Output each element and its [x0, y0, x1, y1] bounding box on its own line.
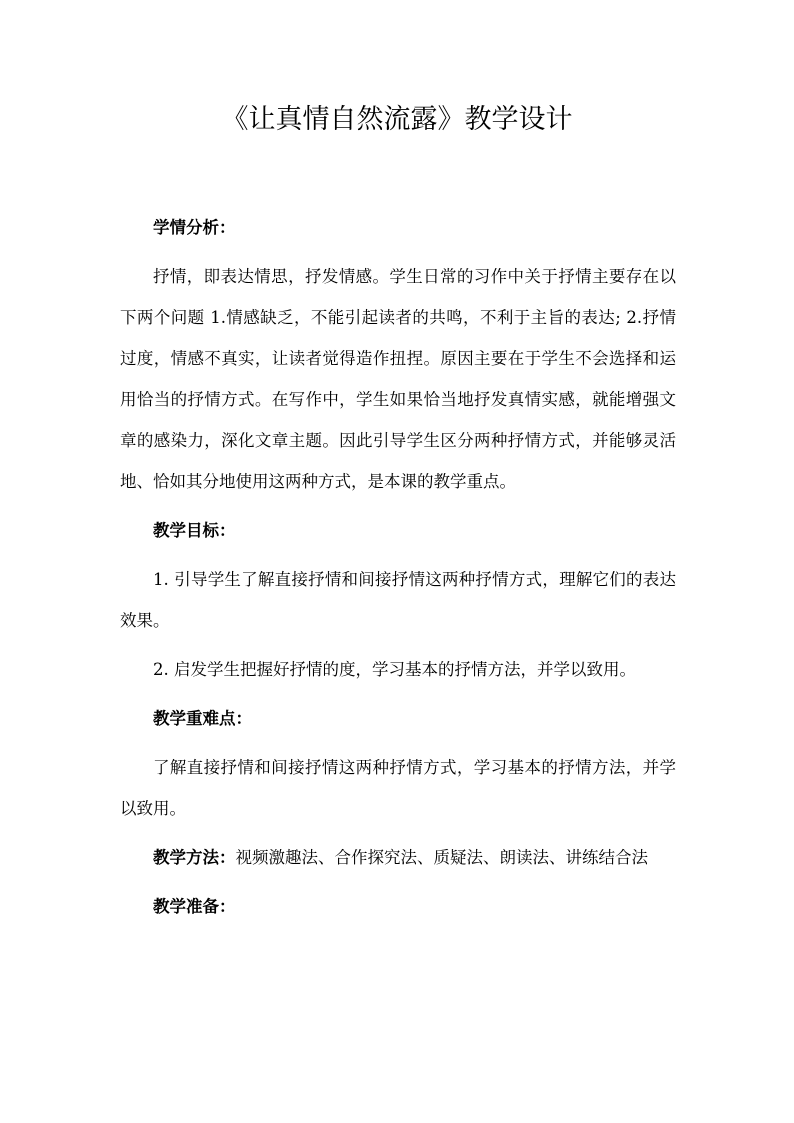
paragraph-key-points: 了解直接抒情和间接抒情这两种抒情方式，学习基本的抒情方法，并学以致用。 — [120, 758, 676, 818]
spacer — [120, 551, 676, 559]
document-body — [120, 207, 676, 927]
spacer — [120, 502, 676, 510]
spacer — [120, 829, 676, 837]
section-heading-preparation: 教学准备： — [153, 897, 236, 916]
document-title: 《让真情自然流露》教学设计 — [221, 104, 573, 135]
section-heading-analysis: 学情分析： — [153, 218, 236, 237]
methods-text: 视频激趣法、合作探究法、质疑法、朗读法、讲练结合法 — [235, 848, 648, 867]
section-heading-goals: 教学目标： — [153, 521, 236, 540]
section-heading-methods: 教学方法： — [153, 848, 236, 867]
section-heading-key-points: 教学重难点： — [153, 709, 252, 728]
spacer — [120, 690, 676, 698]
spacer — [120, 641, 676, 649]
paragraph-methods — [120, 837, 676, 878]
spacer — [120, 878, 676, 886]
spacer — [120, 248, 676, 256]
paragraph-analysis: 抒情，即表达情思，抒发情感。学生日常的习作中关于抒情主要存在以下两个问题 1.情感缺乏，不能引起读者的共鸣，不利于主旨的表达; 2.抒情过度，情感不真实，让读者觉得造作扭捏。原因主要在于学生不会选择和运用恰当的抒情方式。在写作中，学生如果恰当地抒发真情实感，就能增强文章的感染力，深化文章主题。因此引导学生区分两种抒情方式，并能够灵活地、恰如其分地使用这两种方式，是本课的教学重点。 — [120, 267, 676, 491]
paragraph-goal-2: 2. 启发学生把握好抒情的度，学习基本的抒情方法，并学以致用。 — [153, 660, 636, 679]
paragraph-goal-1: 1. 引导学生了解直接抒情和间接抒情这两种抒情方式，理解它们的表达效果。 — [120, 570, 676, 630]
spacer — [120, 739, 676, 747]
